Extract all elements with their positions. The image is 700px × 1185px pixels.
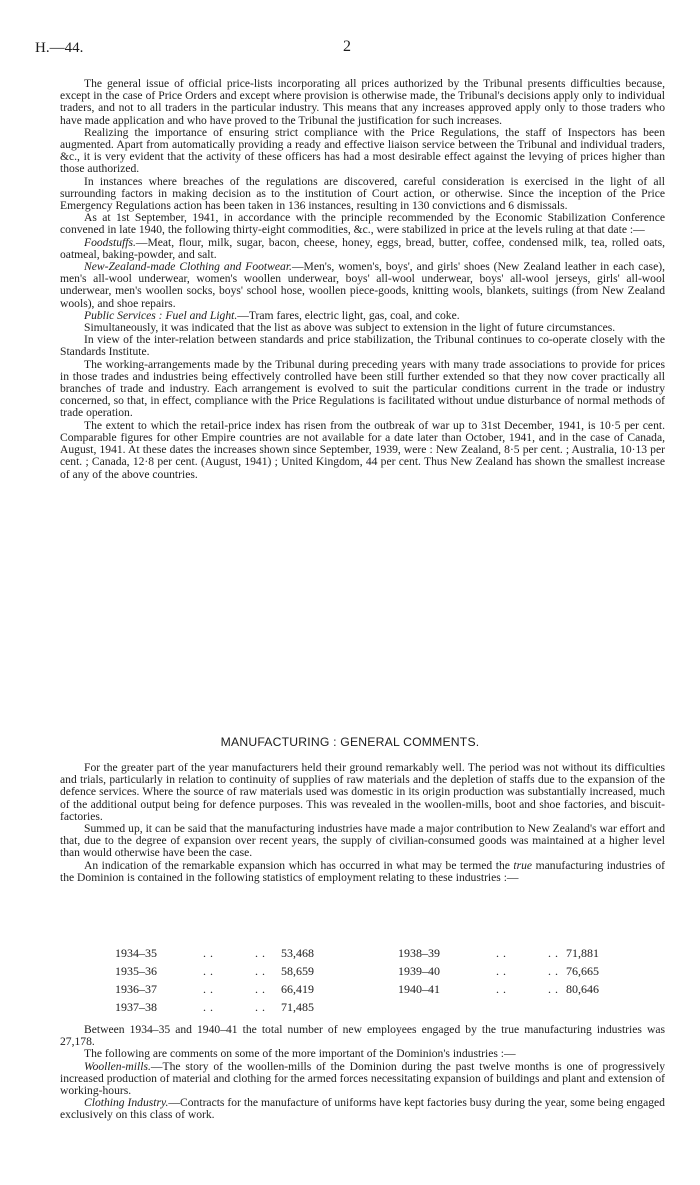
paragraph: Simultaneously, it was indicated that the list as above was subject to extension in the light of future circumstances.: [84, 321, 616, 335]
item-text: —Men's, women's, boys', and girls' shoes (New Zealand leather in each case), men's all-wool underwear, women's woollen underwear, boys' all-wool underwear, boys' all-wool jerseys, girls' all-wool underwear, men's woollen socks, boys' school hose, woollen piece-goods, knitting wools, blankets, suitings (from New Zealand wools), and shoe repairs.: [60, 260, 665, 310]
paragraph: [60, 860, 665, 884]
leader-dots: ..: [255, 964, 269, 978]
paragraph: Between 1934–35 and 1940–41 the total number of new employees engaged by the true manufacturing industries was 27,178.: [60, 1023, 665, 1049]
leader-dots: ..: [255, 1000, 269, 1014]
item-label: Woollen-mills.: [84, 1059, 151, 1073]
paragraph: Summed up, it can be said that the manufacturing industries have made a major contribution to New Zealand's war effort and that, due to the degree of expansion over recent years, the supply of civilian-consumed goods was maintained at a higher level than would otherwise have been the case.: [60, 822, 665, 860]
industries-section: [60, 1024, 665, 1122]
employment-stats-right: [398, 944, 658, 998]
stats-row: [398, 962, 658, 980]
leader-dots: ..: [496, 982, 510, 996]
item-text: —Meat, flour, milk, sugar, bacon, cheese, honey, eggs, bread, butter, coffee, condensed milk, tea, rolled oats, oatmeal, baking-powder, and salt.: [60, 235, 665, 261]
section-heading: MANUFACTURING : GENERAL COMMENTS.: [220, 735, 480, 749]
industry-item: [60, 1061, 665, 1098]
leader-dots: ..: [496, 946, 510, 960]
stats-row: [115, 962, 375, 980]
stats-value: 71,881: [566, 946, 599, 960]
paragraph: The following are comments on some of the more important of the Dominion's industries :—: [84, 1047, 516, 1061]
stats-row: [115, 980, 375, 998]
intro-text: An indication of the remarkable expansion which has occurred in what may be termed the: [84, 858, 514, 872]
stats-row: [398, 980, 658, 998]
commodity-item: [60, 261, 665, 310]
leader-dots: ..: [548, 982, 562, 996]
stats-year: 1939–40: [398, 964, 440, 978]
stats-year: 1935–36: [115, 964, 157, 978]
document-reference: H.—44.: [35, 40, 84, 56]
stats-value: 71,485: [281, 1000, 314, 1014]
commodity-item: [60, 237, 665, 261]
paragraph: The general issue of official price-lists incorporating all prices authorized by the Tribunal presents difficulties because, except in the case of Price Orders and except where provision is otherwise made, the Tribunal's decisions apply only to individual traders, and not to all traders in the particular industry. This means that any increases approved apply only to those traders who have made application and who have proved to the Tribunal the justification for such increases.: [60, 77, 665, 127]
paragraph: The working-arrangements made by the Tribunal during preceding years with many trade associations to provide for prices in those trades and industries being effectively controlled have been still further extended so that they now cover practically all branches of trade and industry. Each arrangement is evolved to suit the particular conditions current in the trade or industry concerned, so that, in effect, compliance with the Price Regulations is facilitated without undue disturbance of normal methods of trade operation.: [60, 357, 665, 420]
employment-stats-left: [115, 944, 375, 1016]
stats-year: 1938–39: [398, 946, 440, 960]
stats-year: 1940–41: [398, 982, 440, 996]
stats-row: [398, 944, 658, 962]
item-label: New-Zealand-made Clothing and Footwear.: [84, 260, 292, 274]
stats-value: 76,665: [566, 964, 599, 978]
industry-item: [60, 1097, 665, 1121]
leader-dots: ..: [548, 964, 562, 978]
stats-year: 1937–38: [115, 1000, 157, 1014]
leader-dots: ..: [203, 1000, 217, 1014]
paragraph: As at 1st September, 1941, in accordance with the principle recommended by the Economic Stabilization Conference convened in late 1940, the following thirty-eight commodities, &c., were stabilized in price at the levels ruling at that date :—: [60, 211, 665, 237]
leader-dots: ..: [548, 946, 562, 960]
price-tribunal-section: [60, 78, 665, 481]
stats-row: [115, 998, 375, 1016]
leader-dots: ..: [496, 964, 510, 978]
paragraph: In view of the inter-relation between standards and price stabilization, the Tribunal continues to co-operate closely with the Standards Institute.: [60, 333, 665, 359]
item-text: —The story of the woollen-mills of the Dominion during the past twelve months is one of progressively increased production of material and clothing for the armed forces necessitating expansion of buildings and plant and extension of working-hours.: [60, 1059, 665, 1098]
leader-dots: ..: [255, 982, 269, 996]
paragraph: Realizing the importance of ensuring strict compliance with the Price Regulations, the staff of Inspectors has been augmented. Apart from automatically providing a ready and effective liaison service between the Tribunal and individual traders, &c., it is very evident that the activity of these officers has had a most desirable effect against the levying of prices higher than those authorized.: [60, 125, 665, 176]
manufacturing-intro: [60, 762, 665, 884]
paragraph: For the greater part of the year manufacturers held their ground remarkably well. The period was not without its difficulties and trials, particularly in relation to continuity of supplies of raw materials and the depletion of staffs due to the expansion of the defence services. Where the source of raw materials used was domestic in its origin production was substantially increased, much of the additional output being for defence purposes. This was revealed in the woollen-mills, boot and shoe factories, and biscuit-factories.: [60, 761, 665, 823]
item-label: Public Services : Fuel and Light.: [84, 308, 238, 322]
paragraph: The extent to which the retail-price index has risen from the outbreak of war up to 31st December, 1941, is 10·5 per cent. Comparable figures for other Empire countries are not available for a date later than October, 1941, and in the case of Canada, August, 1941. At these dates the increases shown since September, 1939, were : New Zealand, 8·5 per cent. ; Australia, 10·13 per cent. ; Canada, 12·8 per cent. (August, 1941) ; United Kingdom, 44 per cent. Thus New Zealand has shown the smallest increase of any of the above countries.: [60, 418, 665, 481]
paragraph: In instances where breaches of the regulations are discovered, careful consideration is exercised in the light of all surrounding factors in making decision as to the institution of Court action, or otherwise. Since the inception of the Price Emergency Regulations action has been taken in 136 instances, resulting in 130 convictions and 6 dismissals.: [60, 174, 665, 213]
leader-dots: ..: [203, 946, 217, 960]
item-text: —Contracts for the manufacture of uniforms have kept factories busy during the year, some being engaged exclusively on this class of work.: [60, 1096, 665, 1122]
stats-year: 1934–35: [115, 946, 157, 960]
item-text: —Tram fares, electric light, gas, coal, and coke.: [237, 308, 460, 322]
stats-value: 66,419: [281, 982, 314, 996]
leader-dots: ..: [255, 946, 269, 960]
intro-emphasis: true: [513, 858, 533, 872]
stats-year: 1936–37: [115, 982, 157, 996]
leader-dots: ..: [203, 964, 217, 978]
stats-value: 58,659: [281, 964, 314, 978]
intro-text: manufacturing industries of the Dominion is contained in the following statistics of employment relating to these industries :—: [60, 858, 665, 884]
stats-row: [115, 944, 375, 962]
stats-value: 53,468: [281, 946, 314, 960]
item-label: Clothing Industry.: [84, 1096, 169, 1110]
stats-value: 80,646: [566, 982, 599, 996]
page-number: 2: [343, 38, 351, 55]
leader-dots: ..: [203, 982, 217, 996]
item-label: Foodstuffs.: [84, 235, 136, 249]
